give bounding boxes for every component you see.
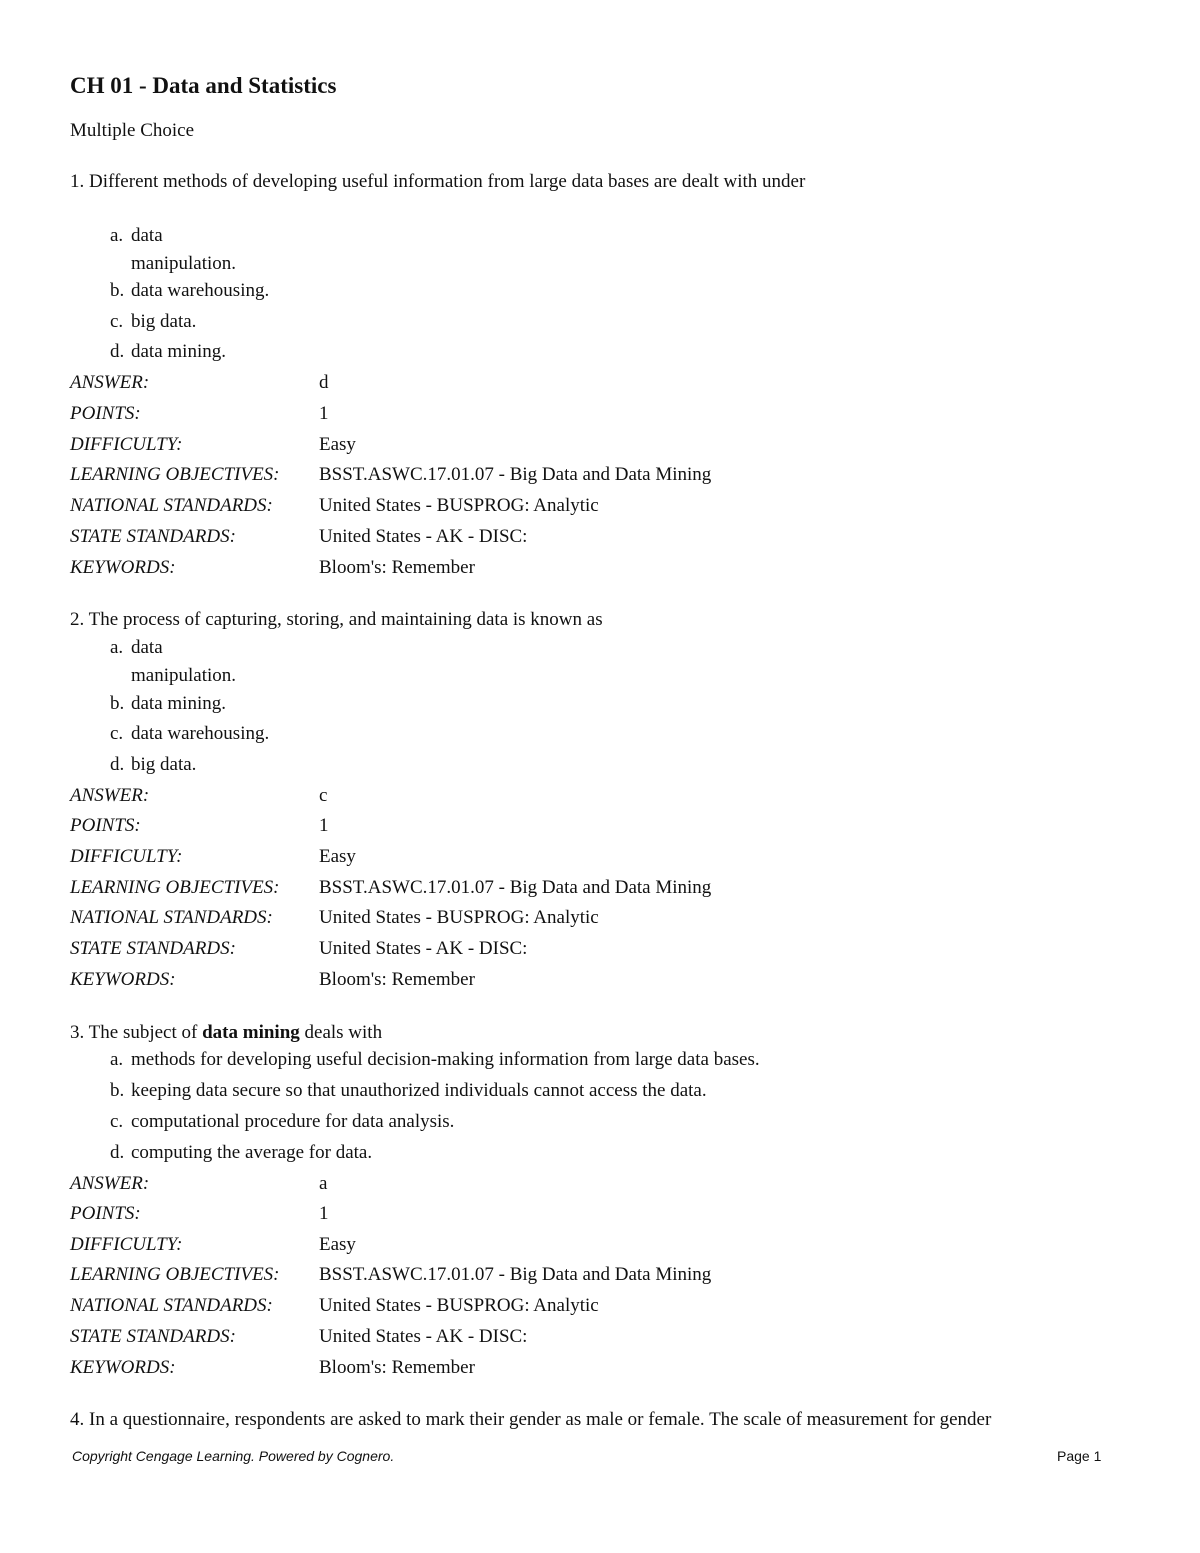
option-letter: c. — [110, 723, 124, 744]
answer-value: a — [319, 1173, 328, 1194]
stem-bold-term: data mining — [202, 1022, 300, 1043]
question-4-stem: 4. In a questionnaire, respondents are asked to mark their gender as male or female. The scale of measurement for gender — [70, 1409, 992, 1430]
answer-label: ANSWER: — [70, 1173, 150, 1194]
question-1-option-c — [110, 308, 196, 336]
difficulty-label: DIFFICULTY: — [70, 846, 183, 867]
keywords-label: KEYWORDS: — [70, 969, 176, 990]
difficulty-label: DIFFICULTY: — [70, 434, 183, 455]
option-text: data mining. — [131, 693, 226, 714]
footer-page-number: Page 1 — [1057, 1448, 1102, 1464]
difficulty-value: Easy — [319, 846, 356, 867]
points-value: 1 — [319, 1203, 329, 1224]
option-letter: b. — [110, 1080, 125, 1101]
option-text: data mining. — [131, 341, 226, 362]
option-text-continued: manipulation. — [131, 253, 237, 274]
option-letter: a. — [110, 637, 124, 658]
section-label: Multiple Choice — [70, 120, 195, 141]
national-standards-label: NATIONAL STANDARDS: — [70, 907, 273, 928]
state-standards-value: United States - AK - DISC: — [319, 938, 528, 959]
question-1-stem: 1. Different methods of developing useful information from large data bases are dealt with under — [70, 171, 806, 192]
option-text: big data. — [131, 311, 197, 332]
learning-objectives-label: LEARNING OBJECTIVES: — [70, 1264, 280, 1285]
option-text: methods for developing useful decision-making information from large data bases. — [131, 1049, 760, 1070]
option-letter: b. — [110, 280, 125, 301]
difficulty-value: Easy — [319, 1234, 356, 1255]
national-standards-value: United States - BUSPROG: Analytic — [319, 907, 599, 928]
national-standards-label: NATIONAL STANDARDS: — [70, 495, 273, 516]
question-3-option-d — [110, 1139, 372, 1167]
learning-objectives-label: LEARNING OBJECTIVES: — [70, 464, 280, 485]
national-standards-label: NATIONAL STANDARDS: — [70, 1295, 273, 1316]
question-1-option-d — [110, 338, 226, 366]
keywords-label: KEYWORDS: — [70, 1357, 176, 1378]
option-letter: a. — [110, 1049, 124, 1070]
question-2-stem: 2. The process of capturing, storing, and maintaining data is known as — [70, 609, 603, 630]
learning-objectives-label: LEARNING OBJECTIVES: — [70, 877, 280, 898]
question-3-option-a — [110, 1046, 760, 1074]
difficulty-label: DIFFICULTY: — [70, 1234, 183, 1255]
learning-objectives-value: BSST.ASWC.17.01.07 - Big Data and Data Mining — [319, 877, 712, 898]
option-letter: a. — [110, 225, 124, 246]
option-text: data warehousing. — [131, 280, 270, 301]
keywords-value: Bloom's: Remember — [319, 557, 475, 578]
question-2-option-d — [110, 751, 196, 779]
option-text: data — [131, 637, 163, 658]
option-letter: d. — [110, 1142, 125, 1163]
points-label: POINTS: — [70, 815, 141, 836]
question-1-option-b — [110, 277, 269, 305]
answer-value: d — [319, 372, 329, 393]
option-text: data — [131, 225, 163, 246]
learning-objectives-value: BSST.ASWC.17.01.07 - Big Data and Data Mining — [319, 464, 712, 485]
learning-objectives-value: BSST.ASWC.17.01.07 - Big Data and Data Mining — [319, 1264, 712, 1285]
question-2-option-c — [110, 720, 269, 748]
option-letter: d. — [110, 754, 125, 775]
answer-label: ANSWER: — [70, 372, 150, 393]
footer-copyright: Copyright Cengage Learning. Powered by Cognero. — [72, 1448, 395, 1464]
question-3-option-b — [110, 1077, 707, 1105]
state-standards-value: United States - AK - DISC: — [319, 1326, 528, 1347]
option-text: computing the average for data. — [131, 1142, 373, 1163]
points-value: 1 — [319, 403, 329, 424]
option-text: big data. — [131, 754, 197, 775]
option-text-continued: manipulation. — [131, 665, 237, 686]
national-standards-value: United States - BUSPROG: Analytic — [319, 1295, 599, 1316]
keywords-value: Bloom's: Remember — [319, 969, 475, 990]
question-3-stem — [70, 1019, 382, 1047]
option-text: computational procedure for data analysis. — [131, 1111, 455, 1132]
answer-value: c — [319, 785, 328, 806]
state-standards-label: STATE STANDARDS: — [70, 1326, 236, 1347]
option-letter: b. — [110, 693, 125, 714]
option-text: keeping data secure so that unauthorized individuals cannot access the data. — [131, 1080, 707, 1101]
question-3-option-c — [110, 1108, 454, 1136]
answer-label: ANSWER: — [70, 785, 150, 806]
points-label: POINTS: — [70, 1203, 141, 1224]
keywords-value: Bloom's: Remember — [319, 1357, 475, 1378]
document-title: CH 01 - Data and Statistics — [70, 73, 337, 98]
state-standards-label: STATE STANDARDS: — [70, 938, 236, 959]
stem-text: deals with — [299, 1022, 383, 1043]
question-2-option-a — [110, 634, 236, 690]
question-2-option-b — [110, 690, 226, 718]
option-letter: d. — [110, 341, 125, 362]
state-standards-label: STATE STANDARDS: — [70, 526, 236, 547]
option-letter: c. — [110, 1111, 124, 1132]
keywords-label: KEYWORDS: — [70, 557, 176, 578]
option-text: data warehousing. — [131, 723, 270, 744]
national-standards-value: United States - BUSPROG: Analytic — [319, 495, 599, 516]
state-standards-value: United States - AK - DISC: — [319, 526, 528, 547]
question-1-option-a — [110, 222, 236, 278]
stem-text: 3. The subject of — [70, 1022, 203, 1043]
option-letter: c. — [110, 311, 124, 332]
difficulty-value: Easy — [319, 434, 356, 455]
points-label: POINTS: — [70, 403, 141, 424]
points-value: 1 — [319, 815, 329, 836]
